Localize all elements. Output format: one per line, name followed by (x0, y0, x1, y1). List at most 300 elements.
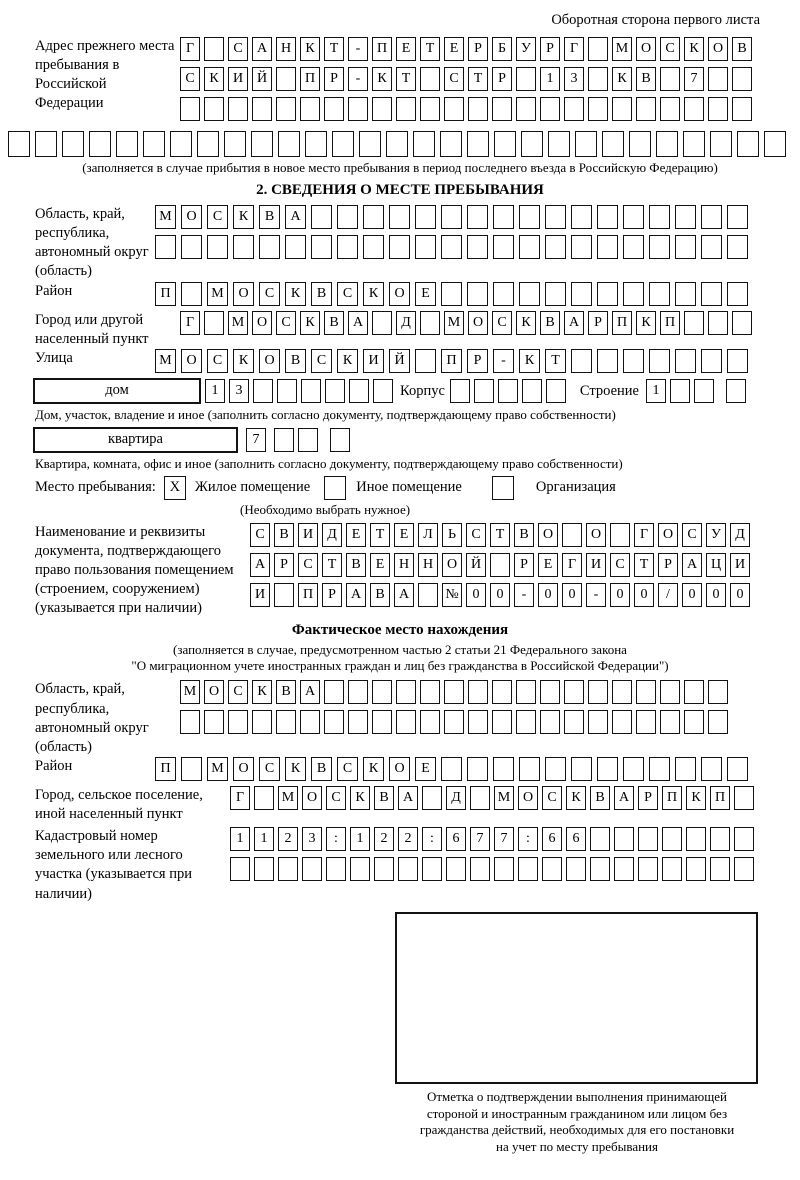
char-box[interactable] (204, 97, 224, 121)
char-box[interactable] (612, 710, 632, 734)
char-box[interactable] (324, 680, 344, 704)
char-box[interactable]: П (155, 757, 176, 781)
char-box[interactable] (278, 131, 300, 157)
char-box[interactable] (602, 131, 624, 157)
char-box[interactable]: О (233, 757, 254, 781)
char-box[interactable]: 7 (494, 827, 514, 851)
char-box[interactable]: П (155, 282, 176, 306)
char-box[interactable] (276, 710, 296, 734)
char-box[interactable] (305, 131, 327, 157)
char-box[interactable]: А (252, 37, 272, 61)
char-box[interactable] (62, 131, 84, 157)
char-box[interactable]: В (259, 205, 280, 229)
char-box[interactable] (372, 710, 392, 734)
char-box[interactable] (8, 131, 30, 157)
char-box[interactable]: П (372, 37, 392, 61)
char-box[interactable]: С (542, 786, 562, 810)
other-premises-checkbox[interactable] (324, 476, 346, 500)
char-box[interactable] (727, 349, 748, 373)
char-box[interactable] (516, 97, 536, 121)
char-box[interactable]: Т (324, 37, 344, 61)
char-box[interactable]: В (514, 523, 534, 547)
char-box[interactable]: М (494, 786, 514, 810)
char-box[interactable] (278, 857, 298, 881)
char-box[interactable] (675, 757, 696, 781)
char-box[interactable] (363, 205, 384, 229)
char-box[interactable]: 0 (490, 583, 510, 607)
char-box[interactable]: Й (252, 67, 272, 91)
char-box[interactable]: 6 (542, 827, 562, 851)
char-box[interactable] (277, 379, 297, 403)
char-box[interactable]: А (394, 583, 414, 607)
char-box[interactable]: - (514, 583, 534, 607)
char-box[interactable] (545, 757, 566, 781)
char-box[interactable]: : (518, 827, 538, 851)
char-box[interactable] (701, 349, 722, 373)
char-box[interactable]: К (300, 311, 320, 335)
char-box[interactable]: 2 (374, 827, 394, 851)
char-box[interactable] (204, 710, 224, 734)
char-box[interactable] (373, 379, 393, 403)
char-box[interactable] (566, 857, 586, 881)
char-box[interactable] (710, 857, 730, 881)
char-box[interactable] (649, 757, 670, 781)
char-box[interactable]: Р (588, 311, 608, 335)
char-box[interactable] (540, 680, 560, 704)
char-box[interactable] (610, 523, 630, 547)
char-box[interactable]: О (389, 282, 410, 306)
char-box[interactable]: В (636, 67, 656, 91)
char-box[interactable] (597, 282, 618, 306)
char-box[interactable]: К (350, 786, 370, 810)
char-box[interactable]: М (155, 349, 176, 373)
char-box[interactable]: А (614, 786, 634, 810)
char-box[interactable] (571, 282, 592, 306)
char-box[interactable] (415, 349, 436, 373)
char-box[interactable]: Т (370, 523, 390, 547)
char-box[interactable] (181, 235, 202, 259)
char-box[interactable] (467, 205, 488, 229)
char-box[interactable] (670, 379, 690, 403)
char-box[interactable] (675, 349, 696, 373)
char-box[interactable] (597, 205, 618, 229)
char-box[interactable] (588, 67, 608, 91)
char-box[interactable]: Ц (706, 553, 726, 577)
char-box[interactable] (597, 349, 618, 373)
char-box[interactable]: К (684, 37, 704, 61)
char-box[interactable] (470, 786, 490, 810)
char-box[interactable]: - (348, 67, 368, 91)
char-box[interactable]: Т (420, 37, 440, 61)
char-box[interactable]: В (285, 349, 306, 373)
char-box[interactable] (348, 680, 368, 704)
char-box[interactable] (638, 827, 658, 851)
char-box[interactable] (675, 235, 696, 259)
char-box[interactable] (332, 131, 354, 157)
char-box[interactable]: Р (658, 553, 678, 577)
char-box[interactable]: К (372, 67, 392, 91)
char-box[interactable]: О (708, 37, 728, 61)
char-box[interactable]: Т (322, 553, 342, 577)
char-box[interactable]: Д (730, 523, 750, 547)
char-box[interactable] (450, 379, 470, 403)
char-box[interactable]: К (612, 67, 632, 91)
char-box[interactable] (684, 710, 704, 734)
char-box[interactable]: 2 (278, 827, 298, 851)
char-box[interactable]: К (363, 282, 384, 306)
char-box[interactable]: Д (322, 523, 342, 547)
char-box[interactable]: : (422, 827, 442, 851)
char-box[interactable] (545, 235, 566, 259)
char-box[interactable]: Т (634, 553, 654, 577)
char-box[interactable] (181, 282, 202, 306)
char-box[interactable]: Г (230, 786, 250, 810)
char-box[interactable]: К (516, 311, 536, 335)
char-box[interactable] (274, 428, 294, 452)
char-box[interactable] (444, 680, 464, 704)
char-box[interactable] (170, 131, 192, 157)
char-box[interactable] (590, 857, 610, 881)
char-box[interactable] (660, 97, 680, 121)
char-box[interactable] (467, 131, 489, 157)
char-box[interactable] (548, 131, 570, 157)
char-box[interactable] (764, 131, 786, 157)
char-box[interactable] (363, 235, 384, 259)
char-box[interactable] (623, 349, 644, 373)
char-box[interactable] (298, 428, 318, 452)
char-box[interactable] (324, 97, 344, 121)
char-box[interactable] (727, 282, 748, 306)
char-box[interactable] (597, 235, 618, 259)
char-box[interactable] (441, 757, 462, 781)
char-box[interactable]: С (682, 523, 702, 547)
char-box[interactable] (649, 349, 670, 373)
char-box[interactable]: К (519, 349, 540, 373)
char-box[interactable] (396, 680, 416, 704)
char-box[interactable] (660, 710, 680, 734)
char-box[interactable] (252, 97, 272, 121)
char-box[interactable] (732, 67, 752, 91)
char-box[interactable] (337, 205, 358, 229)
char-box[interactable] (571, 205, 592, 229)
char-box[interactable]: К (337, 349, 358, 373)
char-box[interactable]: 0 (730, 583, 750, 607)
char-box[interactable] (494, 131, 516, 157)
char-box[interactable] (708, 67, 728, 91)
char-box[interactable] (224, 131, 246, 157)
char-box[interactable]: Н (418, 553, 438, 577)
char-box[interactable] (372, 680, 392, 704)
char-box[interactable]: И (228, 67, 248, 91)
char-box[interactable]: М (207, 757, 228, 781)
char-box[interactable]: Й (466, 553, 486, 577)
char-box[interactable] (274, 583, 294, 607)
char-box[interactable] (326, 857, 346, 881)
char-box[interactable] (230, 857, 250, 881)
char-box[interactable] (490, 553, 510, 577)
char-box[interactable] (732, 97, 752, 121)
char-box[interactable] (324, 710, 344, 734)
char-box[interactable] (389, 235, 410, 259)
char-box[interactable] (228, 97, 248, 121)
char-box[interactable] (348, 710, 368, 734)
char-box[interactable]: Р (468, 37, 488, 61)
char-box[interactable] (564, 97, 584, 121)
char-box[interactable]: 3 (564, 67, 584, 91)
char-box[interactable] (330, 428, 350, 452)
char-box[interactable]: К (566, 786, 586, 810)
char-box[interactable]: С (228, 37, 248, 61)
char-box[interactable] (253, 379, 273, 403)
char-box[interactable]: Н (394, 553, 414, 577)
char-box[interactable]: Д (396, 311, 416, 335)
char-box[interactable] (420, 311, 440, 335)
char-box[interactable]: 3 (302, 827, 322, 851)
char-box[interactable] (441, 235, 462, 259)
char-box[interactable]: В (311, 757, 332, 781)
char-box[interactable] (285, 235, 306, 259)
char-box[interactable] (708, 680, 728, 704)
char-box[interactable] (660, 680, 680, 704)
char-box[interactable] (518, 857, 538, 881)
char-box[interactable] (590, 827, 610, 851)
char-box[interactable]: С (259, 757, 280, 781)
char-box[interactable]: Р (492, 67, 512, 91)
char-box[interactable]: О (181, 349, 202, 373)
char-box[interactable]: 1 (205, 379, 225, 403)
char-box[interactable] (254, 786, 274, 810)
char-box[interactable] (467, 757, 488, 781)
char-box[interactable] (467, 282, 488, 306)
char-box[interactable]: О (252, 311, 272, 335)
char-box[interactable] (444, 710, 464, 734)
char-box[interactable] (638, 857, 658, 881)
char-box[interactable] (300, 97, 320, 121)
char-box[interactable]: Р (540, 37, 560, 61)
char-box[interactable] (732, 311, 752, 335)
char-box[interactable]: Р (274, 553, 294, 577)
char-box[interactable] (571, 349, 592, 373)
char-box[interactable] (155, 235, 176, 259)
char-box[interactable]: С (298, 553, 318, 577)
char-box[interactable]: 0 (466, 583, 486, 607)
char-box[interactable] (389, 205, 410, 229)
char-box[interactable] (276, 97, 296, 121)
char-box[interactable] (420, 710, 440, 734)
char-box[interactable] (545, 282, 566, 306)
char-box[interactable]: В (346, 553, 366, 577)
char-box[interactable] (694, 379, 714, 403)
char-box[interactable]: П (662, 786, 682, 810)
char-box[interactable] (440, 131, 462, 157)
char-box[interactable]: М (207, 282, 228, 306)
char-box[interactable]: 0 (610, 583, 630, 607)
char-box[interactable] (493, 205, 514, 229)
char-box[interactable] (446, 857, 466, 881)
char-box[interactable] (684, 680, 704, 704)
char-box[interactable] (396, 97, 416, 121)
char-box[interactable]: Р (324, 67, 344, 91)
char-box[interactable] (276, 67, 296, 91)
char-box[interactable]: У (516, 37, 536, 61)
char-box[interactable] (701, 757, 722, 781)
char-box[interactable] (396, 710, 416, 734)
char-box[interactable]: К (363, 757, 384, 781)
char-box[interactable] (116, 131, 138, 157)
char-box[interactable] (686, 857, 706, 881)
char-box[interactable] (413, 131, 435, 157)
char-box[interactable]: Ь (442, 523, 462, 547)
char-box[interactable] (710, 131, 732, 157)
char-box[interactable] (683, 131, 705, 157)
char-box[interactable]: Г (634, 523, 654, 547)
char-box[interactable] (519, 282, 540, 306)
char-box[interactable] (623, 235, 644, 259)
char-box[interactable]: Л (418, 523, 438, 547)
char-box[interactable] (372, 311, 392, 335)
char-box[interactable]: 1 (350, 827, 370, 851)
char-box[interactable] (233, 235, 254, 259)
char-box[interactable]: 1 (646, 379, 666, 403)
char-box[interactable]: В (374, 786, 394, 810)
char-box[interactable]: Т (545, 349, 566, 373)
char-box[interactable] (686, 827, 706, 851)
char-box[interactable] (337, 235, 358, 259)
char-box[interactable] (727, 205, 748, 229)
char-box[interactable]: 1 (540, 67, 560, 91)
char-box[interactable]: К (686, 786, 706, 810)
char-box[interactable] (474, 379, 494, 403)
char-box[interactable]: Р (638, 786, 658, 810)
char-box[interactable] (493, 282, 514, 306)
char-box[interactable] (415, 205, 436, 229)
char-box[interactable] (701, 235, 722, 259)
char-box[interactable]: 0 (538, 583, 558, 607)
char-box[interactable]: 6 (566, 827, 586, 851)
char-box[interactable]: Г (562, 553, 582, 577)
char-box[interactable]: - (493, 349, 514, 373)
char-box[interactable]: О (233, 282, 254, 306)
char-box[interactable]: : (326, 827, 346, 851)
char-box[interactable]: В (370, 583, 390, 607)
char-box[interactable] (493, 235, 514, 259)
char-box[interactable]: И (730, 553, 750, 577)
char-box[interactable]: Р (514, 553, 534, 577)
char-box[interactable] (180, 97, 200, 121)
char-box[interactable] (180, 710, 200, 734)
char-box[interactable]: С (444, 67, 464, 91)
char-box[interactable] (311, 205, 332, 229)
char-box[interactable] (420, 67, 440, 91)
char-box[interactable]: И (363, 349, 384, 373)
char-box[interactable]: Е (415, 282, 436, 306)
char-box[interactable]: Б (492, 37, 512, 61)
char-box[interactable]: А (285, 205, 306, 229)
char-box[interactable]: Й (389, 349, 410, 373)
char-box[interactable] (207, 235, 228, 259)
char-box[interactable]: Г (180, 37, 200, 61)
char-box[interactable] (588, 97, 608, 121)
char-box[interactable] (254, 857, 274, 881)
char-box[interactable] (519, 235, 540, 259)
char-box[interactable] (228, 710, 248, 734)
char-box[interactable] (675, 205, 696, 229)
char-box[interactable]: Е (370, 553, 390, 577)
char-box[interactable] (386, 131, 408, 157)
char-box[interactable]: 0 (706, 583, 726, 607)
char-box[interactable] (656, 131, 678, 157)
char-box[interactable] (588, 680, 608, 704)
char-box[interactable]: 1 (254, 827, 274, 851)
char-box[interactable]: П (441, 349, 462, 373)
char-box[interactable] (350, 857, 370, 881)
char-box[interactable] (467, 235, 488, 259)
char-box[interactable]: О (204, 680, 224, 704)
char-box[interactable]: О (468, 311, 488, 335)
char-box[interactable] (492, 680, 512, 704)
char-box[interactable]: К (285, 282, 306, 306)
char-box[interactable]: И (586, 553, 606, 577)
char-box[interactable]: И (298, 523, 318, 547)
char-box[interactable]: 7 (684, 67, 704, 91)
char-box[interactable] (300, 710, 320, 734)
char-box[interactable] (359, 131, 381, 157)
char-box[interactable]: С (660, 37, 680, 61)
char-box[interactable] (649, 282, 670, 306)
char-box[interactable] (325, 379, 345, 403)
char-box[interactable] (734, 786, 754, 810)
char-box[interactable]: М (228, 311, 248, 335)
char-box[interactable] (89, 131, 111, 157)
char-box[interactable] (546, 379, 566, 403)
char-box[interactable]: С (337, 282, 358, 306)
char-box[interactable] (143, 131, 165, 157)
char-box[interactable]: 3 (229, 379, 249, 403)
char-box[interactable] (372, 97, 392, 121)
char-box[interactable] (662, 857, 682, 881)
char-box[interactable]: Е (538, 553, 558, 577)
char-box[interactable] (522, 379, 542, 403)
char-box[interactable]: 7 (246, 428, 266, 452)
char-box[interactable] (708, 97, 728, 121)
char-box[interactable]: Д (446, 786, 466, 810)
char-box[interactable]: Е (415, 757, 436, 781)
char-box[interactable] (468, 710, 488, 734)
char-box[interactable]: А (682, 553, 702, 577)
char-box[interactable] (575, 131, 597, 157)
char-box[interactable]: А (346, 583, 366, 607)
char-box[interactable]: К (233, 349, 254, 373)
char-box[interactable] (252, 710, 272, 734)
char-box[interactable]: О (259, 349, 280, 373)
char-box[interactable]: Е (444, 37, 464, 61)
char-box[interactable] (418, 583, 438, 607)
char-box[interactable]: Е (396, 37, 416, 61)
char-box[interactable]: № (442, 583, 462, 607)
char-box[interactable]: О (442, 553, 462, 577)
char-box[interactable] (516, 680, 536, 704)
residential-checkbox[interactable]: X (164, 476, 186, 500)
char-box[interactable]: С (259, 282, 280, 306)
char-box[interactable]: М (612, 37, 632, 61)
char-box[interactable] (422, 786, 442, 810)
char-box[interactable]: Г (180, 311, 200, 335)
char-box[interactable] (441, 205, 462, 229)
char-box[interactable] (374, 857, 394, 881)
char-box[interactable] (493, 757, 514, 781)
char-box[interactable] (734, 827, 754, 851)
char-box[interactable]: Р (322, 583, 342, 607)
